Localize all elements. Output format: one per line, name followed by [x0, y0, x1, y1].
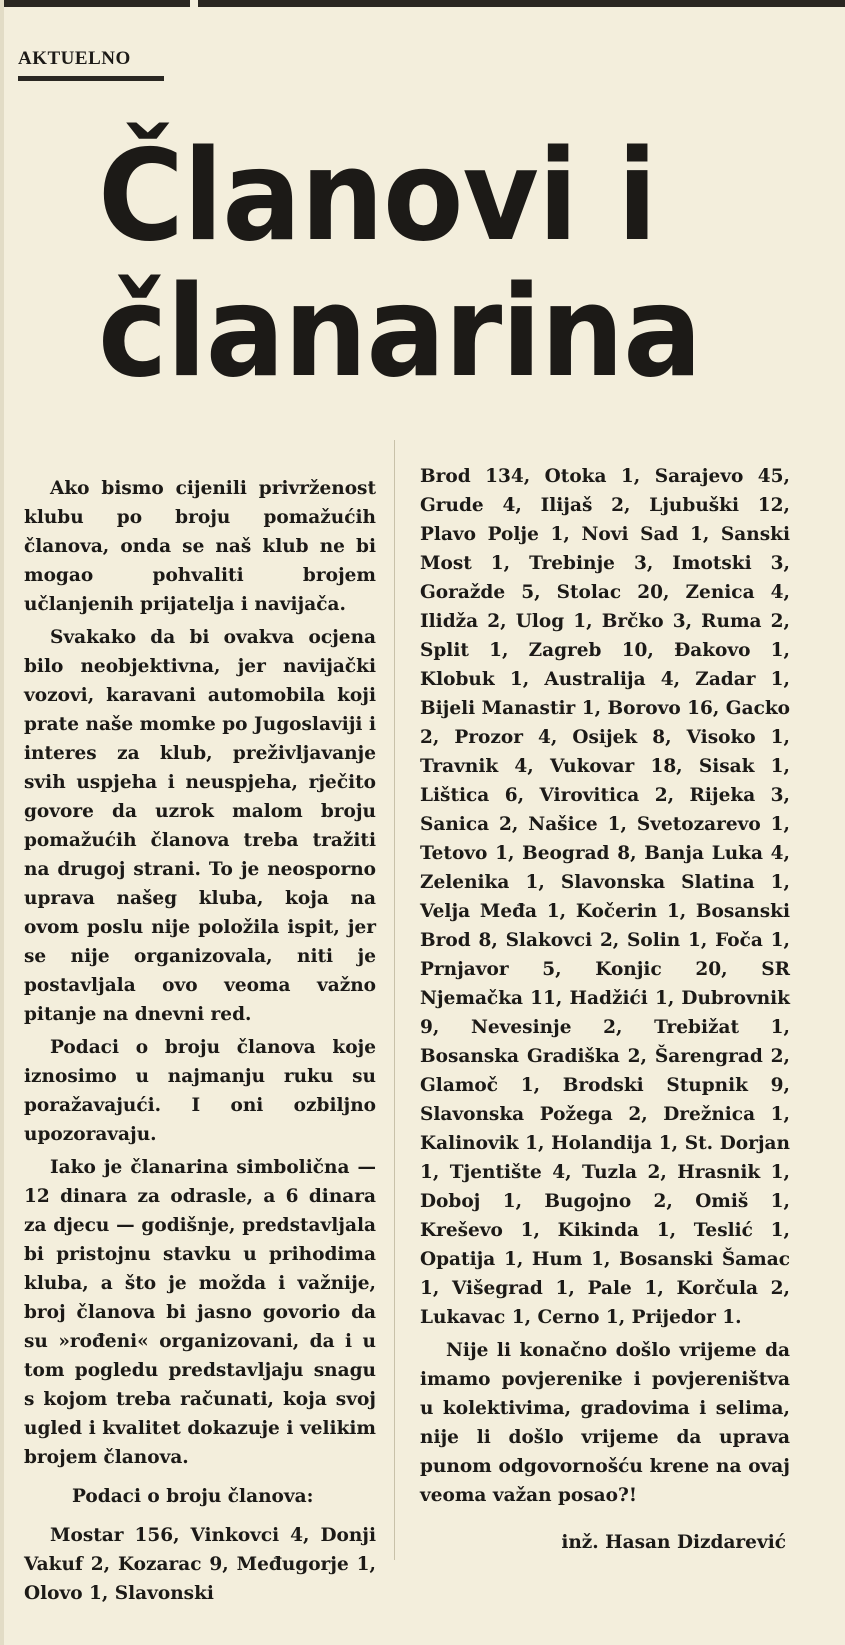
members-list-continued: Brod 134, Otoka 1, Sarajevo 45, Grude 4, Ilijaš 2, Ljubuški 12, Plavo Polje 1, Novi Sad 1, Sanski Most 1, Trebinje 3, Imotski 3, Goražde 5, Stolac 20, Zenica 4, Ilidža 2, Ulog 1, Brčko 3, Ruma 2, Split 1, Zagreb 10, Đakovo 1, Klobuk 1, Australija 4, Zadar 1, Bijeli Manastir 1, Borovo 16, Gacko 2, Prozor 4, Osijek 8, Visoko 1, Travnik 4, Vukovar 18, Sisak 1, Lištica 6, Virovitica 2, Rijeka 3, Sanica 2, Našice 1, Svetozarevo 1, Tetovo 1, Beograd 8, Banja Luka 4, Zelenika 1, Slavonska Slatina 1, Velja Međa 1, Kočerin 1, Bosanski Brod 8, Slakovci 2, Solin 1, Foča 1, Prnjavor 5, Konjic 20, SR Njemačka 11, Hadžići 1, Dubrovnik 9, Nevesinje 2, Trebižat 1, Bosanska Gradiška 2, Šarengrad 2, Glamoč 1, Brodski Stupnik 9, Slavonska Požega 2, Drežnica 1, Kalinovik 1, Holandija 1, St. Dorjan 1, Tjentište 4, Tuzla 2, Hrasnik 1, Doboj 1, Bugojno 2, Omiš 1, Kreševo 1, Kikinda 1, Teslić 1, Opatija 1, Hum 1, Bosanski Šamac 1, Višegrad 1, Pale 1, Korčula 2, Lukavac 1, Cerno 1, Prijedor 1. — [420, 466, 790, 1328]
author-signature: inž. Hasan Dizdarević — [561, 1532, 786, 1553]
paragraph-membership-fee: Iako je članarina simbolična — 12 dinara za odrasle, a 6 dinara za djecu — godišnje, predstavljala bi pristojnu stavku u prihodima kluba, a što je možda i važnije, broj članova bi jasno govorio da su »rođeni« organizovani, da i u tom pogledu predstavljaju snagu s kojom treba računati, koja svoj ugled i kvalitet dokazuje i velikim brojem članova. — [24, 1157, 376, 1468]
top-rule-right — [198, 0, 845, 7]
paragraph-intro: Ako bismo cijenili privrženost klubu po broju pomažućih članova, onda se naš klub ne bi mogao pohvaliti brojem učlanjenih prijatelja i navijača. — [24, 478, 376, 615]
section-underline — [18, 76, 164, 81]
paragraph-closing: Nije li konačno došlo vrijeme da imamo povjerenike i povjereništva u kolektivima, gradovima i selima, nije li došlo vrijeme da uprava punom odgovornošću krene na ovaj veoma važan posao?! — [420, 1340, 790, 1506]
page-edge — [0, 0, 4, 1645]
members-subhead: Podaci o broju članova: — [72, 1486, 314, 1507]
top-rule-left — [4, 0, 190, 7]
article-column-left — [24, 474, 376, 1612]
members-list-start: Mostar 156, Vinkovci 4, Donji Vakuf 2, Kozarac 9, Međugorje 1, Olovo 1, Slavonski — [24, 1525, 376, 1604]
paragraph-data-intro: Podaci o broju članova koje iznosimo u najmanju ruku su poražavajući. I oni ozbiljno upozoravaju. — [24, 1037, 376, 1145]
section-label: AKTUELNO — [18, 48, 131, 69]
paragraph-assessment: Svakako da bi ovakva ocjena bilo neobjektivna, jer navijački vozovi, karavani automobila koji prate naše momke po Jugoslaviji i interes za klub, preživljavanje svih uspjeha i neuspjeha, rječito govore da uzrok malom broju pomažućih članova treba tražiti na drugoj strani. To je neosporno uprava našeg kluba, koja na ovom poslu nije položila ispit, jer se nije organizovala, niti je postavljala ovo veoma važno pitanje na dnevni red. — [24, 627, 376, 1025]
article-column-right — [420, 462, 790, 1561]
column-divider — [394, 440, 395, 1560]
headline: Članovi i članarina — [98, 122, 702, 405]
